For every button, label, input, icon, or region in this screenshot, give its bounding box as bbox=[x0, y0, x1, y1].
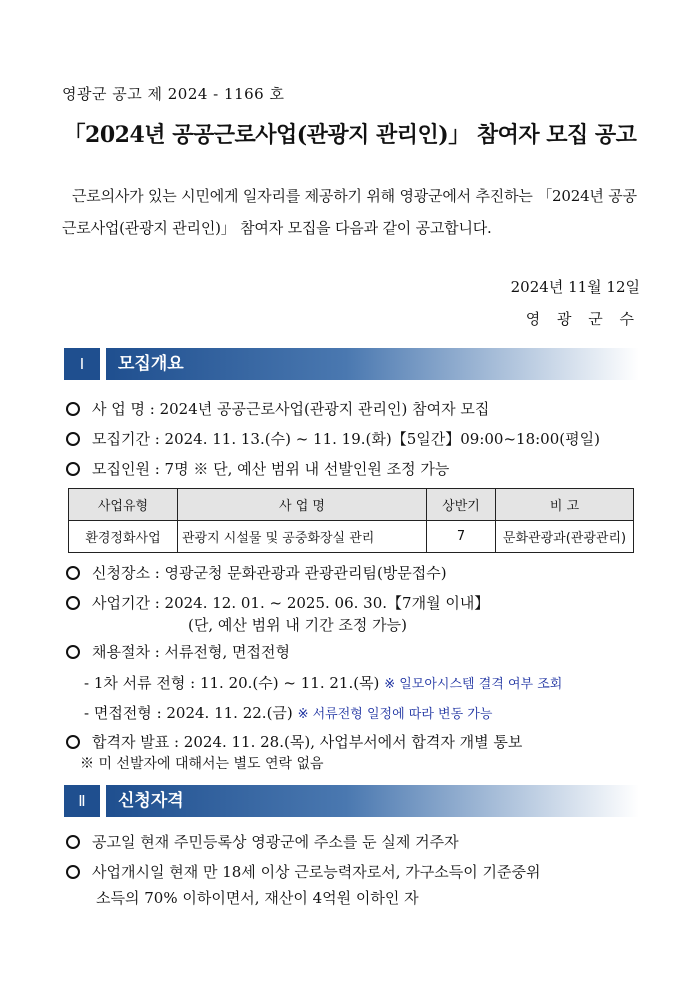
circle-bullet-icon bbox=[66, 402, 80, 416]
procedure-step: - 면접전형 : 2024. 11. 22.(금) ※ 서류전형 일정에 따라 변동 가능 bbox=[84, 704, 493, 722]
procedure-step: - 1차 서류 전형 : 11. 20.(수) ~ 11. 21.(목) ※ 일모아시스템 결격 여부 조회 bbox=[84, 674, 563, 692]
table-cell: 문화관광과(관광관리) bbox=[496, 521, 634, 553]
list-item: 사 업 명 : 2024년 공공근로사업(관광지 관리인) 참여자 모집 bbox=[66, 398, 489, 419]
column-header: 상반기 bbox=[427, 489, 496, 521]
section-bar bbox=[106, 785, 639, 817]
notice-number: 영광군 공고 제 2024 - 1166 호 bbox=[62, 85, 285, 103]
table-cell: 환경정화사업 bbox=[69, 521, 178, 553]
table-cell: 7 bbox=[427, 521, 496, 553]
list-item: 사업개시일 현재 만 18세 이상 근로능력자로서, 가구소득이 기준중위 bbox=[66, 861, 540, 882]
list-item: 채용절차 : 서류전형, 면접전형 bbox=[66, 641, 290, 662]
circle-bullet-icon bbox=[66, 432, 80, 446]
document-title: 「2024년 공공근로사업(관광지 관리인)」 참여자 모집 공고 bbox=[63, 122, 637, 148]
column-header: 비 고 bbox=[496, 489, 634, 521]
circle-bullet-icon bbox=[66, 462, 80, 476]
section-title: 모집개요 bbox=[118, 354, 184, 374]
project-table bbox=[68, 488, 634, 553]
section-number: Ⅱ bbox=[64, 785, 100, 817]
column-header: 사업유형 bbox=[69, 489, 178, 521]
notice-date: 2024년 11월 12일 bbox=[510, 278, 640, 296]
circle-bullet-icon bbox=[66, 865, 80, 879]
table-row bbox=[69, 521, 634, 553]
circle-bullet-icon bbox=[66, 735, 80, 749]
list-item: 사업기간 : 2024. 12. 01. ~ 2025. 06. 30.【7개월 이내】 bbox=[66, 592, 489, 613]
column-header: 사 업 명 bbox=[178, 489, 427, 521]
list-item: 공고일 현재 주민등록상 영광군에 주소를 둔 실제 거주자 bbox=[66, 831, 459, 852]
section-title: 신청자격 bbox=[118, 791, 184, 811]
list-item-continuation: 소득의 70% 이하이면서, 재산이 4억원 이하인 자 bbox=[96, 889, 419, 907]
table-header-row bbox=[69, 489, 634, 521]
section-header-overview bbox=[64, 348, 639, 380]
section-bar bbox=[106, 348, 639, 380]
circle-bullet-icon bbox=[66, 645, 80, 659]
circle-bullet-icon bbox=[66, 566, 80, 580]
list-item: 모집인원 : 7명 ※ 단, 예산 범위 내 선발인원 조정 가능 bbox=[66, 458, 449, 479]
period-note: (단, 예산 범위 내 기간 조정 가능) bbox=[188, 616, 407, 634]
result-note: ※ 미 선발자에 대해서는 별도 연락 없음 bbox=[80, 756, 324, 772]
circle-bullet-icon bbox=[66, 835, 80, 849]
section-header-eligibility bbox=[64, 785, 639, 817]
procedure-note: ※ 일모아시스템 결격 여부 조회 bbox=[384, 677, 563, 692]
table-cell: 관광지 시설물 및 공중화장실 관리 bbox=[178, 521, 427, 553]
list-item: 신청장소 : 영광군청 문화관광과 관광관리팀(방문접수) bbox=[66, 562, 447, 583]
procedure-note: ※ 서류전형 일정에 따라 변동 가능 bbox=[297, 707, 493, 722]
issuer: 영 광 군 수 bbox=[525, 310, 640, 328]
intro-paragraph: 근로의사가 있는 시민에게 일자리를 제공하기 위해 영광군에서 추진하는 「2024년 공공근로사업(관광지 관리인)」 참여자 모집을 다음과 같이 공고합니다. bbox=[62, 187, 637, 237]
list-item: 합격자 발표 : 2024. 11. 28.(목), 사업부서에서 합격자 개별 통보 bbox=[66, 731, 522, 752]
section-number: Ⅰ bbox=[64, 348, 100, 380]
list-item: 모집기간 : 2024. 11. 13.(수) ~ 11. 19.(화)【5일간】09:00~18:00(평일) bbox=[66, 428, 600, 449]
circle-bullet-icon bbox=[66, 596, 80, 610]
